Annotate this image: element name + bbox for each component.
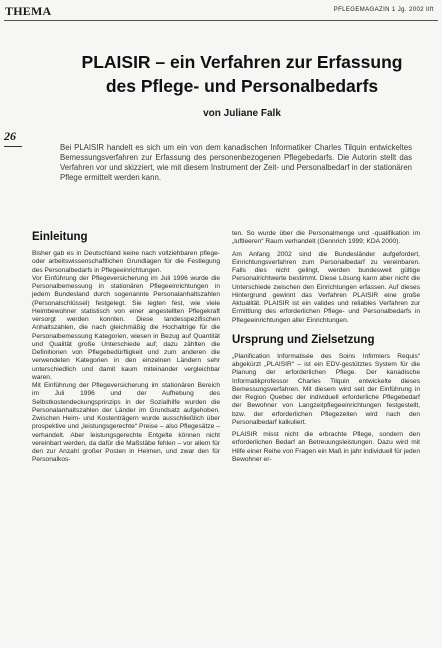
paragraph: „Planification Informatisée des Soins Infirmiers Requis“ abgekürzt „PLAISIR“ – ist ein EDV-gestütztes System für die Planung der erforderlichen Pflege. Der kanadische Informatikprofessor Charles Tilquin entwickelte dieses Bemessungsverfahren. Mit diesem wird seit der Einführung in der Region Quebec der individuell erforderliche Pflegebedarf der Bewohner von Langzeitpflegeeinrichtungen festgestellt, bzw. der erforderlichen Pflegezeiten wird nach den Personalbedarf kalkuliert. — [232, 352, 420, 426]
title-line-2: des Pflege- und Personalbedarfs — [105, 76, 379, 96]
paragraph: PLAISIR misst nicht die erbrachte Pflege, sondern den erforderlichen Bedarf an Betreuungsleistungen. Dazu wird mit Hilfe einer Reihe von Fragen ein Maß in jahr individuell für jeden Bewohner er- — [232, 431, 420, 463]
article-lead: Bei PLAISIR handelt es sich um ein von dem kanadischen Informatiker Charles Tilquin entwickeltes Bemessungsverfahren zur Erfassung des personenbezogenen Pflegebedarfs. Die Autorin stellt das Verfahren vor und skizziert, wie mit diesem Instrument der Zeit- und Personalbedarf in der stationären Pflege ermittelt werden kann. — [60, 143, 412, 182]
magazine-issue: PFLEGEMAGAZIN 1 Jg. 2002 Ilft — [333, 7, 434, 13]
paragraph: Bisher gab es in Deutschland keine nach vollziehbaren pflege- oder arbeitswissenschaftlichen Grundlagen für die Festlegung des Personalbedarfs in Pflegeeinrichtungen. — [32, 250, 220, 274]
title-line-1: PLAISIR – ein Verfahren zur Erfassung — [81, 52, 403, 72]
paragraph: Mit Einführung der Pflegeversicherung im stationären Bereich im Juli 1996 und der Aufhebung des Selbstkostendeckungsprinzips in der Sozialhilfe wurden die Personalanhaltszahlen der Länder im Grundsatz aufgehoben. Zwischen Heim- und Kostenträgern wurde ausschließlich über prospektive und „leistungsgerechte“ Preise – also Pflegesätze – verhandelt. Aber leistungsgerechte Entgelte können nicht vereinbart werden, da dafür die Maßstäbe fehlen – vor allem für den zur Anzahl großer Posten in Heimen, und zwar den für Personalkos- — [32, 382, 220, 464]
section-label: THEMA — [5, 4, 52, 18]
page-number: 26 — [4, 129, 16, 143]
article-title — [44, 50, 440, 98]
paragraph: Vor Einführung der Pflegeversicherung im Juli 1996 wurde die Personalbemessung in stationären Pflegeeinrichtungen in jedem Bundesland durch sogenannte Personalanhaltszahlen (Personalschlüssel) festgelegt. Sie legten fest, wie viele Heimbewohner statistisch von einer angestellten Pflegekraft versorgt werden konnten. Diese landesspezifischen Anhaltszahlen, die nach gleichmäßig die Hochaltrige für die Personalbemessung Kategorien, wiesen in Bezug auf Quantität und Qualität große Unterschiede auf; dazu zählten die Definitionen von Pflegebedürftigkeit und zum anderen die verwendeten Kategorien in den einzelnen Ländern sehr unterschiedlich und damit kaum miteinander vergleichbar waren. — [32, 274, 220, 381]
left-column — [32, 230, 220, 465]
article-author: von Juliane Falk — [203, 108, 281, 119]
paragraph: Am Anfang 2002 sind die Bundesländer aufgefordert, Einrichtungsverfahren zum Personalbedarf zu vereinbaren. Falls dies nicht gelingt, werden bundesweit gültige Personalrichtwerte bestimmt. Diese Lösung kann aber nicht die Unterschiede zwischen den Einrichtungen erfassen. Auf dieses Hintergrund gewinnt das Verfahren PLAISIR eine große Aktualität. PLAISIR ist ein valides und reliables Verfahren zur Ermittlung des erforderlichen Pflege- und Personalbedarfs in Pflegeeinrichtungen aller Einrichtungen. — [232, 250, 420, 324]
page-number-rule — [4, 146, 22, 147]
paragraph: ten. So wurde über die Personalmenge und -qualifikation im „luftleeren“ Raum verhandelt (Gennrich 1999; KDA 2000). — [232, 230, 420, 246]
header-rule — [4, 20, 438, 21]
section-heading-einleitung: Einleitung — [32, 231, 88, 243]
section-heading-ursprung: Ursprung und Zielsetzung — [232, 333, 375, 346]
right-column — [232, 230, 420, 464]
